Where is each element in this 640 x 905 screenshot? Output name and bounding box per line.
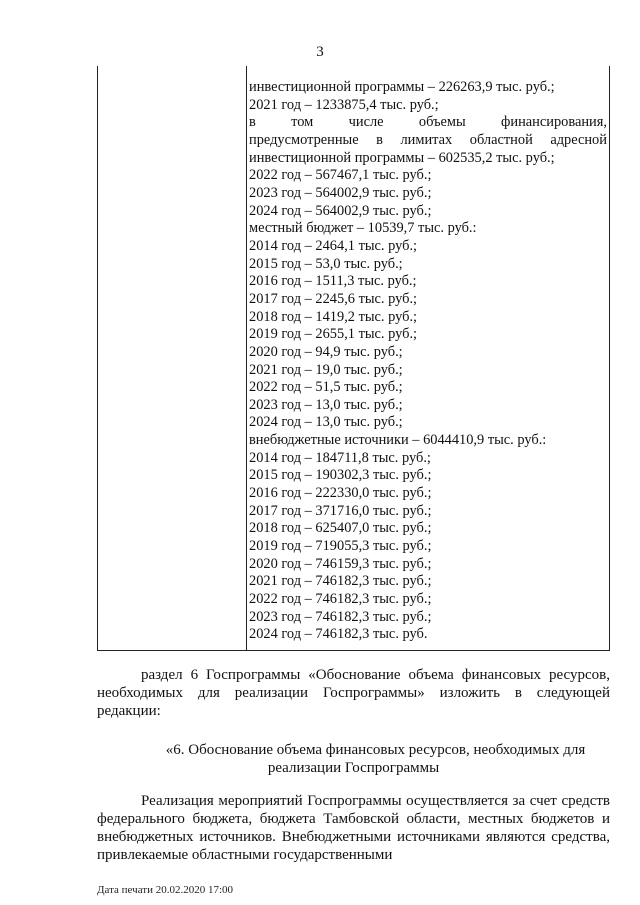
table-line: 2017 год – 2245,6 тыс. руб.; <box>249 290 418 307</box>
table-line: 2024 год – 746182,3 тыс. руб. <box>249 626 428 643</box>
table-line: 2022 год – 567467,1 тыс. руб.; <box>249 167 432 184</box>
word: адресной <box>550 131 607 148</box>
table-line: 2020 год – 746159,3 тыс. руб.; <box>249 555 432 572</box>
table-line: 2014 год – 2464,1 тыс. руб.; <box>249 237 418 254</box>
table-line: 2017 год – 371716,0 тыс. руб.; <box>249 502 432 519</box>
section-heading-line-2: реализации Госпрограммы <box>267 760 440 776</box>
table-line: 2023 год – 746182,3 тыс. руб.; <box>249 608 432 625</box>
table-line: внебюджетные источники – 6044410,9 тыс. руб.: <box>249 432 547 449</box>
table-line: 2020 год – 94,9 тыс. руб.; <box>249 343 403 360</box>
table-line: 2018 год – 1419,2 тыс. руб.; <box>249 308 418 325</box>
paragraph-section-6-instruction: раздел 6 Госпрограммы «Обоснование объема финансовых ресурсов, необходимых для реализации Госпрограммы» изложить в следующей редакции: <box>97 667 610 719</box>
table-line: 2021 год – 19,0 тыс. руб.; <box>249 361 403 378</box>
table-line: 2021 год – 746182,3 тыс. руб.; <box>249 573 432 590</box>
table-line: 2019 год – 719055,3 тыс. руб.; <box>249 538 432 555</box>
word: предусмотренные <box>249 131 359 148</box>
table-line: 2018 год – 625407,0 тыс. руб.; <box>249 520 432 537</box>
table-line: 2021 год – 1233875,4 тыс. руб.; <box>249 96 439 113</box>
section-heading <box>97 741 610 777</box>
table-line: 2015 год – 53,0 тыс. руб.; <box>249 255 403 272</box>
table-line: местный бюджет – 10539,7 тыс. руб.: <box>249 220 477 237</box>
table-line: 2019 год – 2655,1 тыс. руб.; <box>249 326 418 343</box>
table-line-justified <box>249 132 607 150</box>
table-line: 2023 год – 13,0 тыс. руб.; <box>249 396 403 413</box>
word: областной <box>469 131 533 148</box>
table-line: 2022 год – 746182,3 тыс. руб.; <box>249 591 432 608</box>
table-line: 2014 год – 184711,8 тыс. руб.; <box>249 449 431 466</box>
word: в <box>249 114 256 131</box>
word: объемы <box>418 114 466 131</box>
paragraph-implementation: Реализация мероприятий Госпрограммы осуществляется за счет средств федерального бюджета, бюджета Тамбовской области, местных бюджетов и внебюджетных источников. Внебюджетными источниками являются средства, привлекаемые областными государственными <box>97 793 610 863</box>
word: финансирования, <box>501 114 607 131</box>
print-date-footer: Дата печати 20.02.2020 17:00 <box>97 884 234 896</box>
table-line: 2016 год – 222330,0 тыс. руб.; <box>249 485 432 502</box>
funding-table <box>97 66 610 651</box>
page-number: 3 <box>316 44 324 60</box>
table-line: 2024 год – 564002,9 тыс. руб.; <box>249 202 432 219</box>
table-right-cell <box>249 79 607 644</box>
table-line: 2023 год – 564002,9 тыс. руб.; <box>249 184 432 201</box>
table-line: 2016 год – 1511,3 тыс. руб.; <box>249 273 417 290</box>
table-column-divider <box>246 66 247 650</box>
word: числе <box>348 114 384 131</box>
word: в <box>376 131 383 148</box>
table-line: инвестиционной программы – 602535,2 тыс. руб.; <box>249 149 555 166</box>
word: лимитах <box>400 131 453 148</box>
table-line: 2024 год – 13,0 тыс. руб.; <box>249 414 403 431</box>
table-line: инвестиционной программы – 226263,9 тыс. руб.; <box>249 79 555 95</box>
table-line: 2015 год – 190302,3 тыс. руб.; <box>249 467 432 484</box>
section-heading-line-1: «6. Обоснование объема финансовых ресурсов, необходимых для <box>165 742 586 758</box>
table-line-justified <box>249 114 607 132</box>
word: том <box>291 114 314 131</box>
table-line: 2022 год – 51,5 тыс. руб.; <box>249 379 403 396</box>
